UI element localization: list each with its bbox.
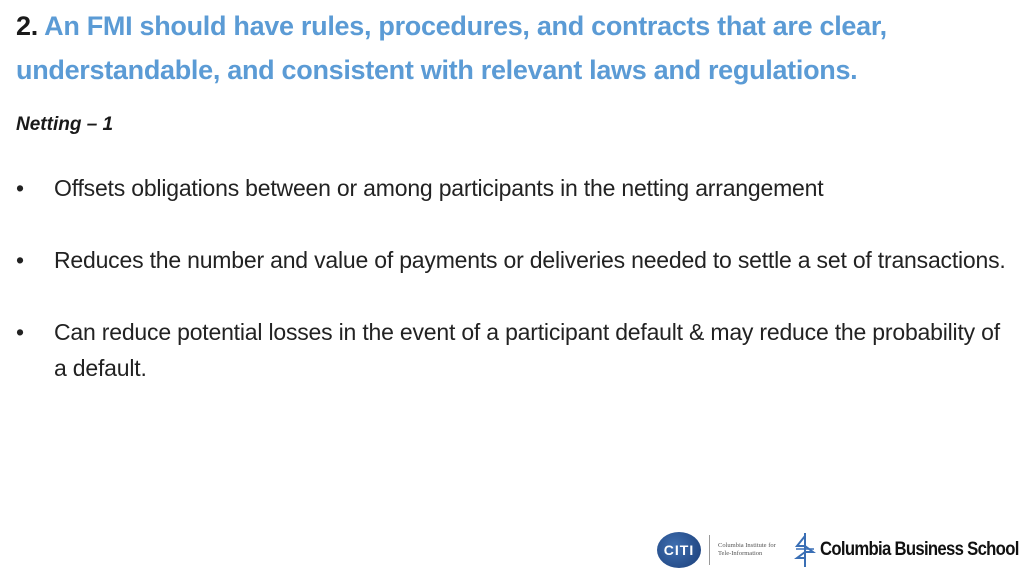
section-subtitle: Netting – 1 bbox=[16, 114, 114, 135]
bullet-item-2 bbox=[16, 242, 1006, 278]
columbia-crown-icon bbox=[794, 532, 816, 568]
bullet-text: Can reduce potential losses in the event of a participant default & may reduce the probability of a default. bbox=[54, 319, 1000, 381]
bullet-dot: • bbox=[16, 247, 24, 273]
footer-logos bbox=[657, 530, 1019, 570]
bullet-text: Reduces the number and value of payments or deliveries needed to settle a set of transactions. bbox=[54, 247, 1006, 273]
bullet-text: Offsets obligations between or among participants in the netting arrangement bbox=[54, 175, 824, 201]
cbs-logo bbox=[794, 532, 1019, 568]
cbs-name: Columbia Business School bbox=[820, 539, 1019, 560]
citi-name: Columbia Institute for Tele-Information bbox=[718, 542, 776, 557]
citi-logo-mark: CITI bbox=[663, 542, 695, 558]
logo-divider bbox=[709, 535, 710, 565]
title-number: 2. bbox=[16, 11, 38, 41]
bullet-list bbox=[16, 170, 1006, 386]
slide-title bbox=[16, 4, 1006, 92]
citi-logo-icon bbox=[657, 532, 701, 568]
title-text: An FMI should have rules, procedures, and contracts that are clear, understandable, and consistent with relevant laws and regulations. bbox=[16, 11, 887, 85]
bullet-dot: • bbox=[16, 319, 24, 345]
bullet-dot: • bbox=[16, 175, 24, 201]
bullet-item-1 bbox=[16, 170, 1006, 206]
bullet-item-3 bbox=[16, 314, 1006, 386]
